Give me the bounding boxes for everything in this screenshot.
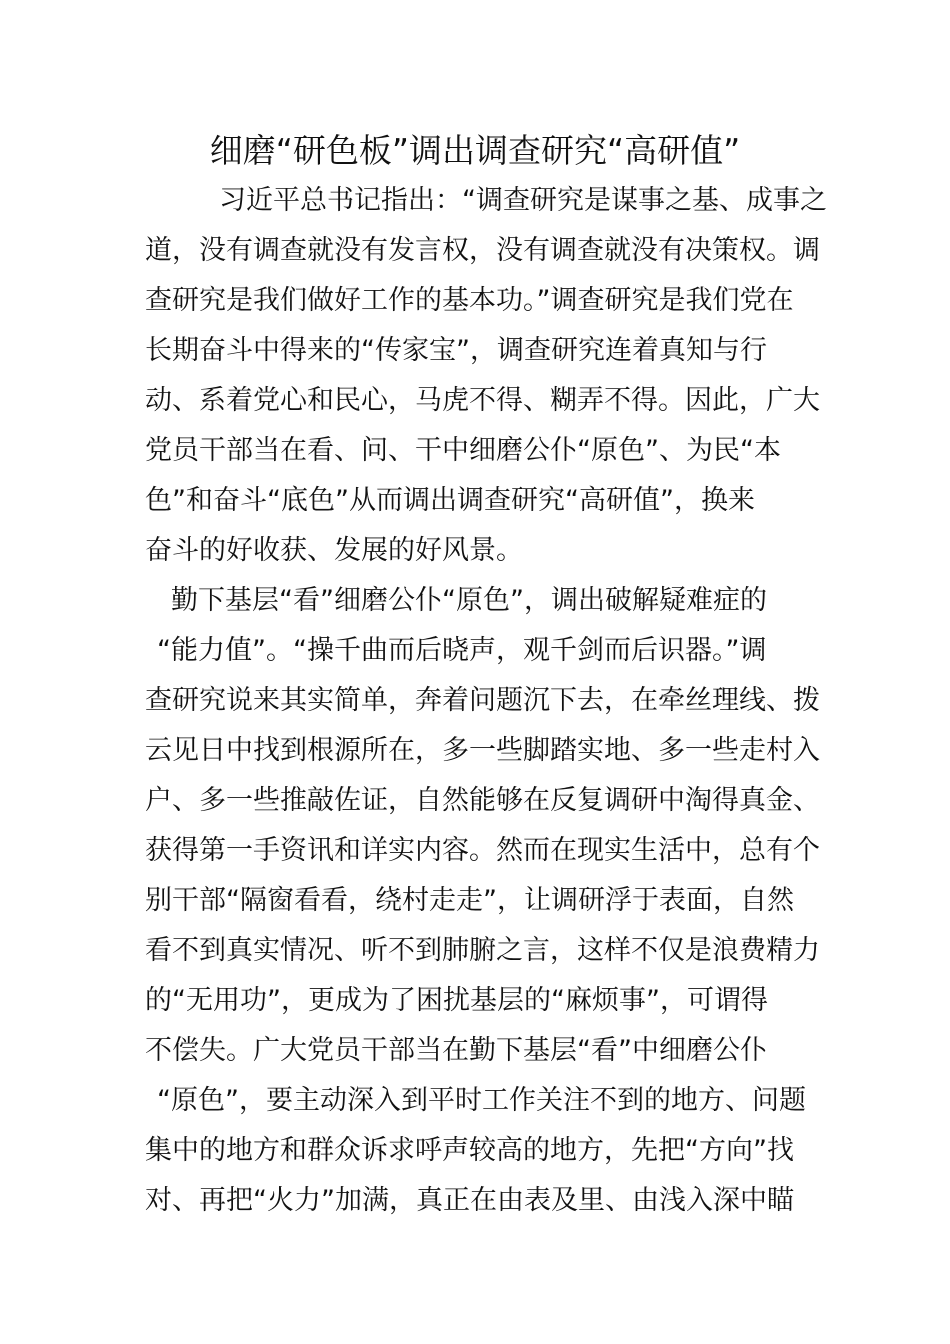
text-line: “原色”，要主动深入到平时工作关注不到的地方、问题 [157, 1085, 806, 1116]
document-body [145, 176, 827, 1226]
text-line: 长期奋斗中得来的“传家宝”，调查研究连着真知与行 [145, 335, 767, 366]
text-line: 云见日中找到根源所在，多一些脚踏实地、多一些走村入 [145, 735, 820, 766]
text-line: 色”和奋斗“底色”从而调出调查研究“高研值”，换来 [145, 485, 755, 516]
document-title: 细磨“研色板”调出调查研究“高研值” [209, 131, 741, 170]
text-line: 道，没有调查就没有发言权，没有调查就没有决策权。调 [145, 235, 820, 266]
text-line: 奋斗的好收获、发展的好风景。 [145, 535, 523, 566]
text-line: 户、多一些推敲佐证，自然能够在反复调研中淘得真金、 [145, 785, 820, 816]
text-line: 不偿失。广大党员干部当在勤下基层“看”中细磨公仆 [145, 1035, 767, 1066]
text-line: 查研究是我们做好工作的基本功。”调查研究是我们党在 [145, 285, 794, 316]
text-line: 看不到真实情况、听不到肺腑之言，这样不仅是浪费精力 [145, 935, 820, 966]
text-line: 党员干部当在看、问、干中细磨公仆“原色”、为民“本 [145, 435, 781, 466]
text-line: 的“无用功”，更成为了困扰基层的“麻烦事”，可谓得 [145, 985, 768, 1016]
text-line: 对、再把“火力”加满，真正在由表及里、由浅入深中瞄 [145, 1185, 794, 1216]
text-line: 集中的地方和群众诉求呼声较高的地方，先把“方向”找 [145, 1135, 794, 1166]
text-line: 查研究说来其实简单，奔着问题沉下去，在牵丝理线、拨 [145, 685, 820, 716]
text-line: 勤下基层“看”细磨公仆“原色”，调出破解疑难症的 [171, 585, 767, 616]
text-line: 动、系着党心和民心，马虎不得、糊弄不得。因此，广大 [145, 385, 820, 416]
text-line: 习近平总书记指出：“调查研究是谋事之基、成事之 [219, 185, 827, 216]
text-line: “能力值”。“操千曲而后晓声，观千剑而后识器。”调 [157, 635, 767, 666]
text-line: 别干部“隔窗看看，绕村走走”，让调研浮于表面，自然 [145, 885, 794, 916]
text-line: 获得第一手资讯和详实内容。然而在现实生活中，总有个 [145, 835, 820, 866]
